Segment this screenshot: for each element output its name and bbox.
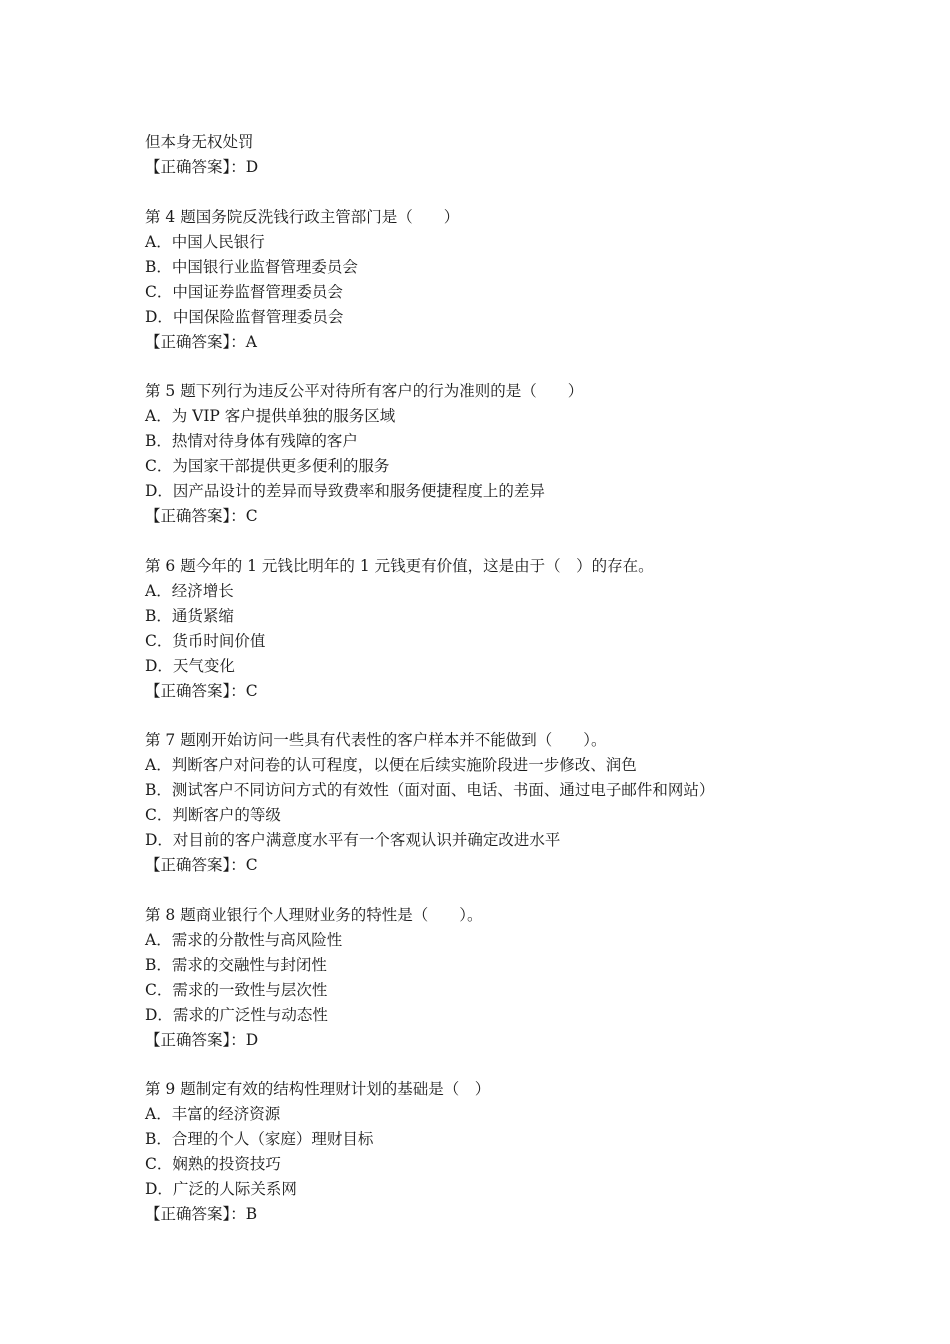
question-stem: 第 7 题刚开始访问一些具有代表性的客户样本并不能做到（ ）。 xyxy=(145,731,607,749)
option-a: A．为 VIP 客户提供单独的服务区域 xyxy=(145,407,396,425)
option-d: D．对目前的客户满意度水平有一个客观认识并确定改进水平 xyxy=(145,831,561,849)
correct-answer: 【正确答案】：B xyxy=(145,1205,258,1223)
option-a: A．判断客户对问卷的认可程度，以便在后续实施阶段进一步修改、润色 xyxy=(145,756,637,774)
option-d: D．广泛的人际关系网 xyxy=(145,1180,297,1198)
option-b: B．通货紧缩 xyxy=(145,606,234,625)
question-stem: 第 9 题制定有效的结构性理财计划的基础是（ ） xyxy=(145,1080,491,1098)
correct-answer: 【正确答案】：A xyxy=(145,332,257,351)
option-c: C．货币时间价值 xyxy=(145,631,266,650)
correct-answer: 【正确答案】：C xyxy=(145,507,258,525)
option-b: B．中国银行业监督管理委员会 xyxy=(145,257,358,276)
option-d: D．天气变化 xyxy=(145,656,235,675)
correct-answer: 【正确答案】：C xyxy=(145,681,258,700)
option-c: C．为国家干部提供更多便利的服务 xyxy=(145,457,390,475)
option-c: C．判断客户的等级 xyxy=(145,806,281,824)
question-block xyxy=(145,379,845,529)
correct-answer: 【正确答案】：C xyxy=(145,856,258,874)
option-a: A．经济增长 xyxy=(145,581,234,600)
option-d: D．中国保险监督管理委员会 xyxy=(145,307,344,326)
correct-answer: 【正确答案】：D xyxy=(145,1030,259,1049)
question-stem: 第 6 题今年的 1 元钱比明年的 1 元钱更有价值，这是由于（ ）的存在。 xyxy=(145,556,654,575)
option-c: C．需求的一致性与层次性 xyxy=(145,980,328,999)
question-stem: 第 8 题商业银行个人理财业务的特性是（ ）。 xyxy=(145,905,483,924)
option-b: B．热情对待身体有残障的客户 xyxy=(145,432,358,450)
question-block xyxy=(145,728,845,878)
question-stem: 第 4 题国务院反洗钱行政主管部门是（ ） xyxy=(145,207,460,226)
question-stem: 第 5 题下列行为违反公平对待所有客户的行为准则的是（ ） xyxy=(145,382,584,400)
option-b: B．合理的个人（家庭）理财目标 xyxy=(145,1130,374,1148)
document-page xyxy=(145,130,845,1227)
question-block xyxy=(145,205,845,355)
intro-tail-text: 但本身无权处罚 xyxy=(145,133,254,151)
option-b: B．需求的交融性与封闭性 xyxy=(145,955,327,974)
intro-answer: 【正确答案】：D xyxy=(145,158,259,176)
option-a: A．丰富的经济资源 xyxy=(145,1105,281,1123)
option-a: A．中国人民银行 xyxy=(145,232,265,251)
question-block xyxy=(145,903,845,1053)
question-block xyxy=(145,554,845,704)
option-c: C．娴熟的投资技巧 xyxy=(145,1155,281,1173)
option-a: A．需求的分散性与高风险性 xyxy=(145,930,343,949)
option-d: D．因产品设计的差异而导致费率和服务便捷程度上的差异 xyxy=(145,482,545,500)
option-d: D．需求的广泛性与动态性 xyxy=(145,1005,328,1024)
option-c: C．中国证券监督管理委员会 xyxy=(145,282,343,301)
question-block xyxy=(145,1077,845,1227)
option-b: B．测试客户不同访问方式的有效性（面对面、电话、书面、通过电子邮件和网站） xyxy=(145,781,715,799)
